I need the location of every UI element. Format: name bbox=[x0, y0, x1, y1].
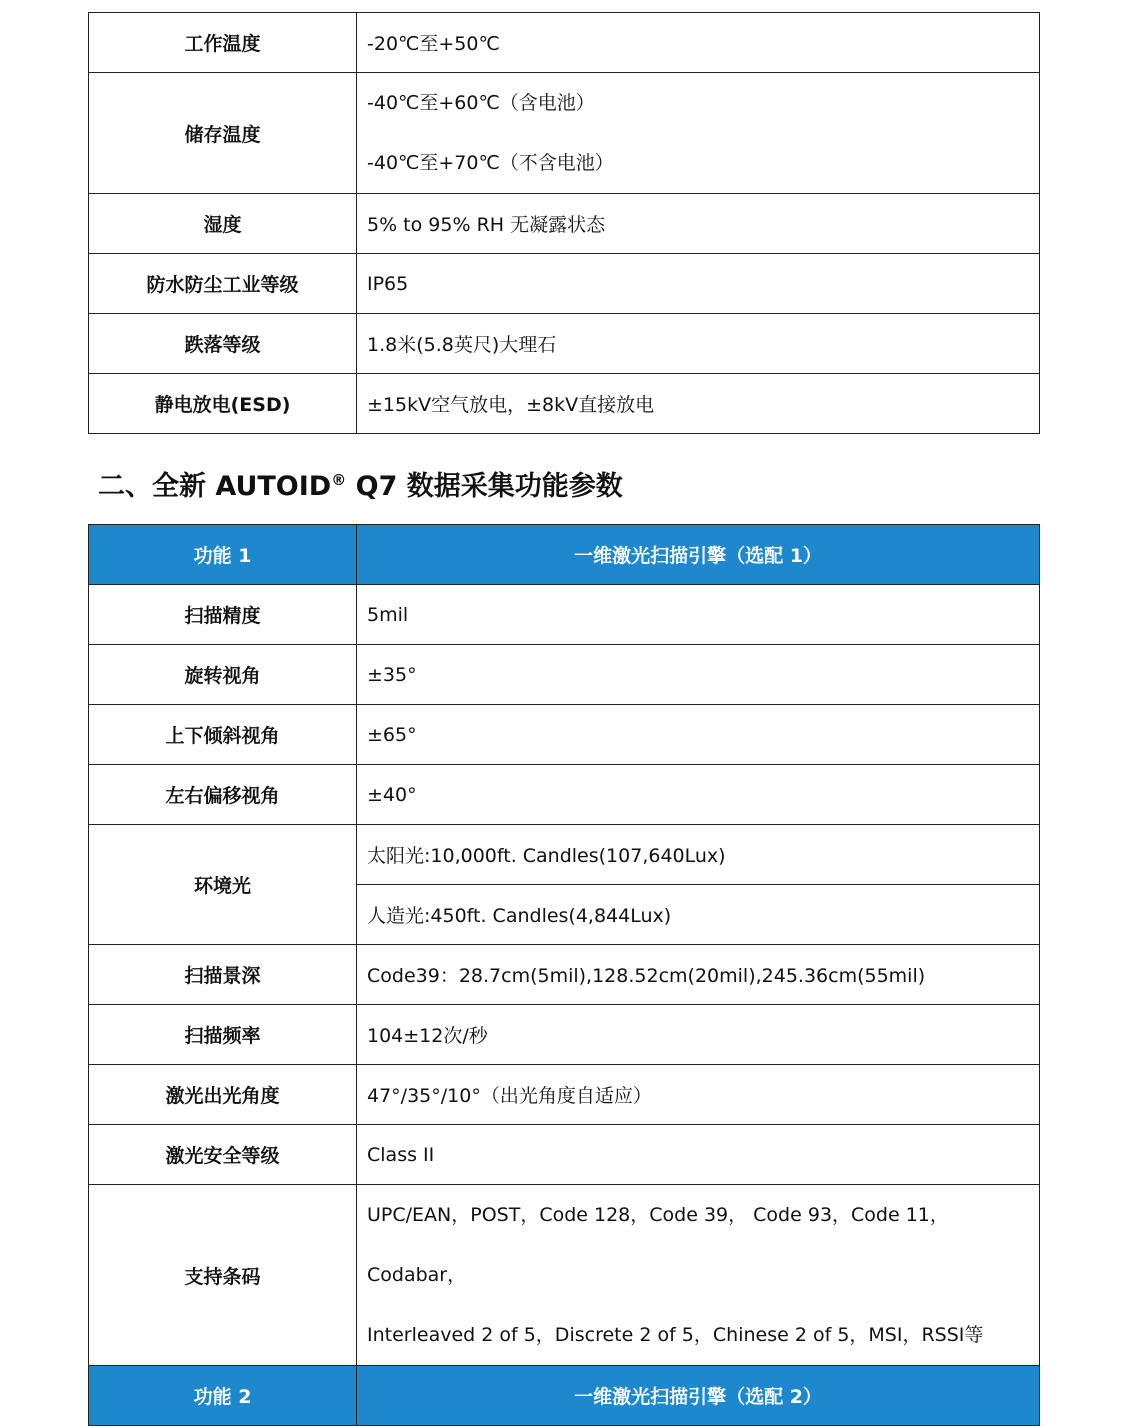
spec-value-storage-temp bbox=[357, 73, 1040, 194]
feature2-header-row bbox=[89, 1366, 1040, 1426]
spec-label: 左右偏移视角 bbox=[89, 765, 357, 825]
table-row bbox=[89, 254, 1040, 314]
spec-label-ambient-light: 环境光 bbox=[89, 825, 357, 945]
spec-label: 扫描频率 bbox=[89, 1005, 357, 1065]
table-row bbox=[89, 13, 1040, 73]
spec-label-esd: 静电放电(ESD) bbox=[89, 374, 357, 434]
data-capture-spec-table bbox=[88, 524, 1040, 1426]
spec-label-barcodes: 支持条码 bbox=[89, 1185, 357, 1366]
registered-mark: ® bbox=[331, 471, 347, 489]
table-row bbox=[89, 585, 1040, 645]
spec-label: 上下倾斜视角 bbox=[89, 705, 357, 765]
spec-label: 扫描景深 bbox=[89, 945, 357, 1005]
barcode-list-line-2: Interleaved 2 of 5，Discrete 2 of 5，Chinese 2 of 5，MSI，RSSI等 bbox=[367, 1324, 984, 1346]
feature2-header-label: 功能 2 bbox=[89, 1366, 357, 1426]
feature1-header-value: 一维激光扫描引擎（选配 1） bbox=[357, 525, 1040, 585]
table-row bbox=[89, 194, 1040, 254]
table-row bbox=[89, 1065, 1040, 1125]
spec-label-storage-temp: 储存温度 bbox=[89, 73, 357, 194]
spec-value: 5mil bbox=[357, 585, 1040, 645]
spec-label: 旋转视角 bbox=[89, 645, 357, 705]
section-title-suffix: Q7 数据采集功能参数 bbox=[346, 471, 623, 502]
spec-value: ±35° bbox=[357, 645, 1040, 705]
spec-value-esd: ±15kV空气放电，±8kV直接放电 bbox=[357, 374, 1040, 434]
table-row bbox=[89, 1125, 1040, 1185]
table-row bbox=[89, 374, 1040, 434]
table-row bbox=[89, 825, 1040, 885]
spec-label: 扫描精度 bbox=[89, 585, 357, 645]
spec-value-operating-temp: -20℃至+50℃ bbox=[357, 13, 1040, 73]
feature2-header-value: 一维激光扫描引擎（选配 2） bbox=[357, 1366, 1040, 1426]
storage-temp-without-battery: -40℃至+70℃（不含电池） bbox=[367, 152, 614, 174]
spec-value: ±65° bbox=[357, 705, 1040, 765]
spec-value-sunlight: 太阳光:10,000ft. Candles(107,640Lux) bbox=[357, 825, 1040, 885]
spec-value: Class II bbox=[357, 1125, 1040, 1185]
table-row bbox=[89, 1005, 1040, 1065]
table-row bbox=[89, 705, 1040, 765]
table-row bbox=[89, 1185, 1040, 1366]
spec-value: ±40° bbox=[357, 765, 1040, 825]
spec-value-humidity: 5% to 95% RH 无凝露状态 bbox=[357, 194, 1040, 254]
spec-label-humidity: 湿度 bbox=[89, 194, 357, 254]
spec-value: Code39：28.7cm(5mil),128.52cm(20mil),245.36cm(55mil) bbox=[357, 945, 1040, 1005]
spec-label: 激光出光角度 bbox=[89, 1065, 357, 1125]
table-row bbox=[89, 765, 1040, 825]
spec-label-operating-temp: 工作温度 bbox=[89, 13, 357, 73]
table-row bbox=[89, 645, 1040, 705]
section-title-prefix: 二、全新 AUTOID bbox=[98, 471, 332, 502]
table-row bbox=[89, 73, 1040, 194]
spec-value-drop: 1.8米(5.8英尺)大理石 bbox=[357, 314, 1040, 374]
spec-value: 104±12次/秒 bbox=[357, 1005, 1040, 1065]
table-row bbox=[89, 314, 1040, 374]
table-row bbox=[89, 945, 1040, 1005]
spec-value-artificial-light: 人造光:450ft. Candles(4,844Lux) bbox=[357, 885, 1040, 945]
storage-temp-with-battery: -40℃至+60℃（含电池） bbox=[367, 92, 595, 114]
spec-value: 47°/35°/10°（出光角度自适应） bbox=[357, 1065, 1040, 1125]
feature1-header-row bbox=[89, 525, 1040, 585]
feature1-header-label: 功能 1 bbox=[89, 525, 357, 585]
barcode-list-line-1: UPC/EAN，POST，Code 128，Code 39， Code 93，Code 11，Codabar， bbox=[367, 1204, 949, 1286]
environment-spec-table bbox=[88, 12, 1040, 434]
spec-value-barcodes bbox=[357, 1185, 1040, 1366]
spec-label: 激光安全等级 bbox=[89, 1125, 357, 1185]
section-title bbox=[98, 458, 623, 509]
spec-label-drop: 跌落等级 bbox=[89, 314, 357, 374]
spec-value-ip-rating: IP65 bbox=[357, 254, 1040, 314]
spec-label-ip-rating: 防水防尘工业等级 bbox=[89, 254, 357, 314]
